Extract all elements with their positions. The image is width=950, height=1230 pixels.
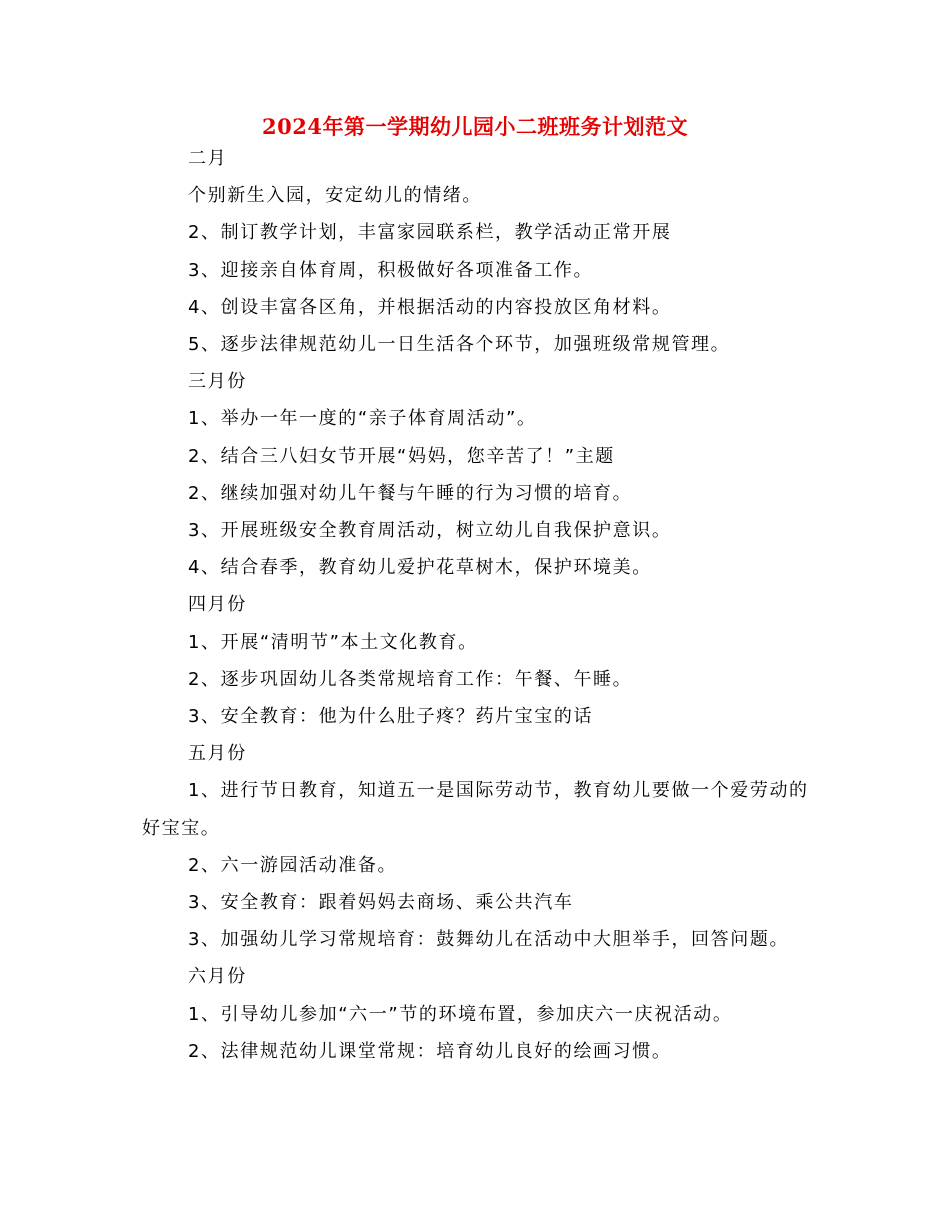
paragraph: 2、继续加强对幼儿午餐与午睡的行为习惯的培育。 (188, 482, 633, 504)
paragraph: 1、进行节日教育，知道五一是国际劳动节，教育幼儿要做一个爱劳动的好宝宝。 (142, 780, 809, 839)
paragraph: 个别新生入园，安定幼儿的情绪。 (188, 185, 482, 207)
paragraph: 2、制订教学计划，丰富家园联系栏，教学活动正常开展 (188, 222, 672, 244)
paragraph: 5、逐步法律规范幼儿一日生活各个环节，加强班级常规管理。 (188, 334, 731, 356)
paragraph: 2、结合三八妇女节开展“妈妈，您辛苦了！”主题 (188, 445, 615, 467)
paragraph: 2、六一游园活动准备。 (188, 854, 398, 876)
paragraph: 1、开展“清明节”本土文化教育。 (188, 631, 478, 653)
paragraph: 2、逐步巩固幼儿各类常规培育工作：午餐、午睡。 (188, 668, 633, 690)
paragraph-month-may: 五月份 (188, 743, 247, 765)
paragraph: 3、迎接亲自体育周，积极做好各项准备工作。 (188, 259, 594, 281)
paragraph: 3、加强幼儿学习常规培育：鼓舞幼儿在活动中大胆举手，回答问题。 (188, 929, 790, 951)
paragraph: 3、安全教育：跟着妈妈去商场、乘公共汽车 (188, 892, 574, 914)
document-title: 2024年第一学期幼儿园小二班班务计划范文 (262, 114, 688, 139)
paragraph: 3、安全教育：他为什么肚子疼？药片宝宝的话 (188, 706, 594, 728)
paragraph: 3、开展班级安全教育周活动，树立幼儿自我保护意识。 (188, 520, 672, 542)
paragraph: 2、法律规范幼儿课堂常规：培育幼儿良好的绘画习惯。 (188, 1040, 672, 1062)
document-body (142, 140, 812, 1070)
paragraph-month-february: 二月 (188, 148, 228, 169)
paragraph: 4、结合春季，教育幼儿爱护花草树木，保护环境美。 (188, 557, 652, 579)
paragraph-month-june: 六月份 (188, 966, 247, 988)
paragraph-month-march: 三月份 (188, 371, 247, 393)
paragraph: 1、引导幼儿参加“六一”节的环境布置，参加庆六一庆祝活动。 (188, 1003, 733, 1025)
paragraph: 1、举办一年一度的“亲子体育周活动”。 (188, 408, 537, 430)
paragraph-month-april: 四月份 (188, 594, 247, 616)
paragraph: 4、创设丰富各区角，并根据活动的内容投放区角材料。 (188, 296, 672, 318)
